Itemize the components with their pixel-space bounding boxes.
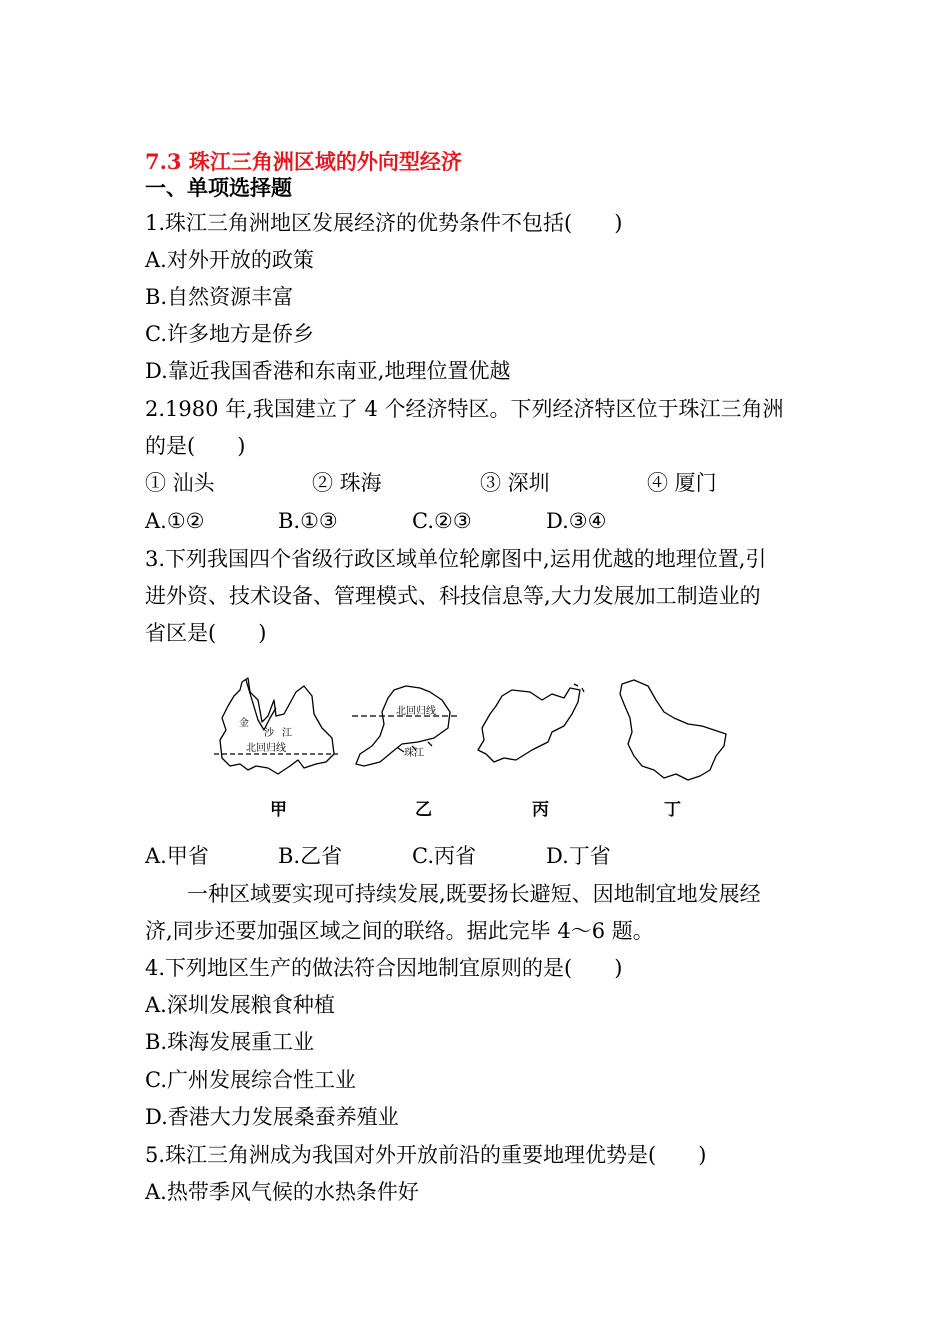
q1-option-a: A.对外开放的政策 — [145, 248, 314, 272]
q3-stem-line3: 省区是( ) — [145, 621, 267, 645]
section-heading: 一、单项选择题 — [145, 175, 292, 200]
map-jia-tropic-label: 北回归线 — [246, 743, 286, 754]
map-bing-coast-detail — [574, 684, 584, 692]
q3-option-b: B.乙省 — [278, 844, 343, 868]
map-jia-label-jiang: 江 — [282, 728, 292, 739]
map-yi-zhujiang-label: 珠江 — [404, 748, 424, 759]
q4-stem: 4.下列地区生产的做法符合因地制宜原则的是( ) — [145, 956, 623, 980]
q2-item-1: ① 汕头 — [145, 471, 215, 495]
map-jia-caption: 甲 — [270, 800, 287, 820]
intro-line2: 济,同步还要加强区域之间的联络。据此完毕 4～6 题。 — [145, 919, 654, 943]
province-outline-maps — [212, 670, 752, 830]
q2-option-b: B.①③ — [278, 509, 338, 533]
q2-option-a: A.①② — [145, 509, 205, 533]
q5-stem: 5.珠江三角洲成为我国对外开放前沿的重要地理优势是( ) — [145, 1143, 707, 1167]
q4-option-a: A.深圳发展粮食种植 — [145, 993, 335, 1017]
q3-stem-line1: 3.下列我国四个省级行政区域单位轮廓图中,运用优越的地理位置,引 — [145, 547, 767, 571]
map-jia-label-sha: 沙 — [264, 728, 274, 739]
map-bing-caption: 丙 — [532, 800, 549, 820]
q3-option-d: D.丁省 — [546, 844, 611, 868]
map-ding-caption: 丁 — [664, 800, 681, 820]
q3-option-a: A.甲省 — [145, 844, 209, 868]
q3-stem-line2: 进外资、技术设备、管理模式、科技信息等,大力发展加工制造业的 — [145, 584, 761, 608]
q3-option-c: C.丙省 — [412, 844, 476, 868]
q1-option-c: C.许多地方是侨乡 — [145, 322, 314, 346]
document-title: 7.3 珠江三角洲区域的外向型经济 — [145, 149, 462, 174]
map-yi-tropic-label: 北回归线 — [396, 706, 436, 717]
q2-stem-line1: 2.1980 年,我国建立了 4 个经济特区。下列经济特区位于珠江三角洲 — [145, 397, 784, 421]
map-bing-outline — [478, 688, 580, 762]
intro-line1: 一种区域要实现可持续发展,既要扬长避短、因地制宜地发展经 — [187, 882, 761, 906]
q4-option-d: D.香港大力发展桑蚕养殖业 — [145, 1105, 399, 1129]
q2-item-2: ② 珠海 — [312, 471, 382, 495]
q4-option-c: C.广州发展综合性工业 — [145, 1068, 356, 1092]
province-maps-figure — [212, 670, 752, 830]
q1-option-b: B.自然资源丰富 — [145, 285, 294, 309]
q2-option-d: D.③④ — [546, 509, 607, 533]
q4-option-b: B.珠海发展重工业 — [145, 1030, 315, 1054]
map-jia-outline — [220, 678, 334, 774]
q2-stem-line2: 的是( ) — [145, 434, 246, 458]
q2-option-c: C.②③ — [412, 509, 472, 533]
q2-item-4: ④ 厦门 — [647, 471, 717, 495]
map-ding-outline — [620, 680, 726, 780]
q5-option-a: A.热带季风气候的水热条件好 — [145, 1180, 419, 1204]
q1-option-d: D.靠近我国香港和东南亚,地理位置优越 — [145, 359, 511, 383]
q2-item-3: ③ 深圳 — [480, 471, 550, 495]
map-yi-outline — [356, 686, 450, 766]
map-yi-caption: 乙 — [415, 800, 432, 820]
map-jia-label-jin: 金 — [239, 718, 249, 729]
q1-stem: 1.珠江三角洲地区发展经济的优势条件不包括( ) — [145, 211, 623, 235]
